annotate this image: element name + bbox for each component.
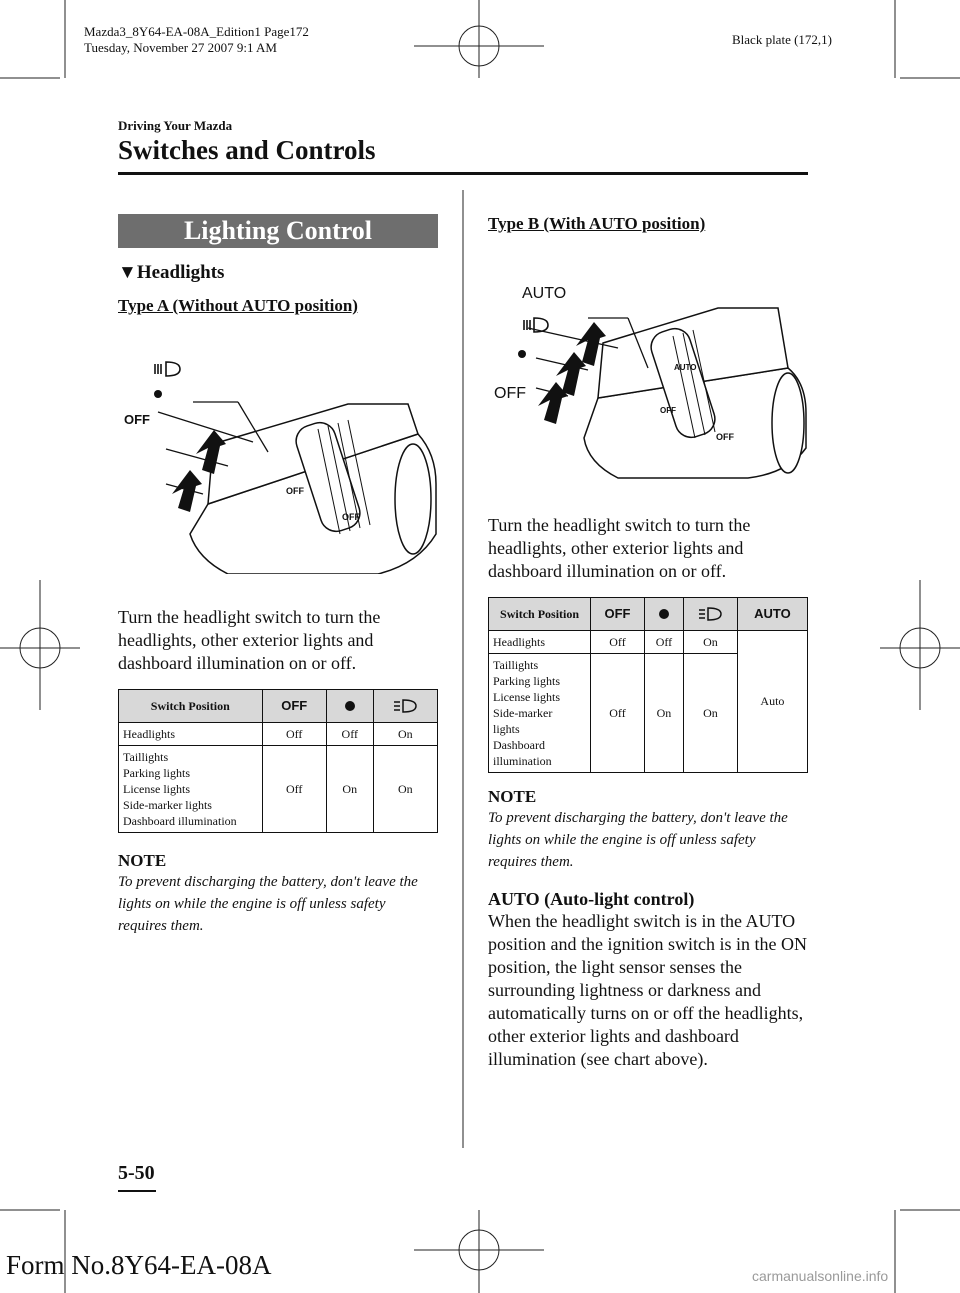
note-title: NOTE [118,851,167,870]
switch-position-header: Switch Position [119,690,263,723]
off-label: OFF [494,385,526,402]
watermark: carmanualsonline.info [752,1268,889,1284]
section-banner: Lighting Control [118,214,438,248]
type-b-title: Type B (With AUTO position) [488,214,706,233]
knob-off-label: OFF [716,432,734,442]
row-label: Taillights Parking lights License lights Side-marker lights Dashboard illumination [119,746,263,833]
body-paragraph: Turn the headlight switch to turn the headlights, other exterior lights and dashboard illumination on or off. [488,515,751,581]
print-date-line: Tuesday, November 27 2007 9:1 AM [84,40,277,55]
subheading-text: Headlights [136,262,225,283]
note-title: NOTE [488,787,537,806]
section-label: Driving Your Mazda [118,118,233,133]
cell: Off [591,631,645,654]
subheading [118,262,438,284]
switch-position-header: Switch Position [489,598,591,631]
switch-position-table [118,689,438,833]
headlight-lever-auto-illustration [488,248,808,488]
cell: On [684,654,738,773]
row-label: Headlights [489,631,591,654]
parking-light-icon [343,699,357,713]
cell: Off [326,723,373,746]
auto-label: AUTO [522,285,567,302]
col-off: OFF [591,598,645,631]
parking-light-icon [657,607,671,621]
form-number: Form No.8Y64-EA-08A [6,1250,272,1280]
auto-body: When the headlight switch is in the AUTO position and the ignition switch is in the ON position, the light sensor senses the surrounding lightness or darkness and automatically turns on or off the headlights, other exterior lights and dashboard illumination (see chart above). [488,911,807,1069]
auto-cell: Auto [737,631,807,773]
print-plate: Black plate (172,1) [732,32,832,47]
type-a-title: Type A (Without AUTO position) [118,296,358,315]
left-column [118,214,438,937]
band-off-label: OFF [660,406,676,415]
body-paragraph: Turn the headlight switch to turn the headlights, other exterior lights and dashboard illumination on or off. [118,607,381,673]
cell: On [684,631,738,654]
cell: Off [262,746,326,833]
headlight-icon [697,606,723,622]
headlight-lever-illustration [118,334,438,574]
cell: On [373,723,437,746]
col-parking [644,598,683,631]
col-auto: AUTO [737,598,807,631]
row-label: Taillights Parking lights License lights Side-marker lights Dashboard illumination [489,654,591,773]
row-label: Headlights [119,723,263,746]
page-number-rule [118,1190,156,1192]
band-off-label: OFF [286,486,304,496]
note-text: To prevent discharging the battery, don't leave the lights on while the engine is off unless safety requires them. [488,810,788,870]
right-column [488,214,808,1071]
switch-position-table [488,597,808,773]
print-file-line: Mazda3_8Y64-EA-08A_Edition1 Page172 [84,24,309,39]
off-label: OFF [124,412,150,427]
headlight-icon [392,698,418,714]
col-headlight [373,690,437,723]
triangle-marker-icon: ▼ [118,262,137,283]
cell: Off [644,631,683,654]
auto-heading: AUTO (Auto-light control) [488,889,695,909]
band-auto-label: AUTO [674,363,697,372]
type-a-figure [118,334,438,574]
page-number: 5-50 [118,1162,155,1184]
note-text: To prevent discharging the battery, don't leave the lights on while the engine is off unless safety requires them. [118,874,418,934]
cell: On [326,746,373,833]
header-rule [118,172,808,175]
cell: Off [591,654,645,773]
cell: On [373,746,437,833]
type-b-figure [488,248,808,488]
col-headlight [684,598,738,631]
cell: Off [262,723,326,746]
cell: On [644,654,683,773]
col-off: OFF [262,690,326,723]
col-parking [326,690,373,723]
knob-off-label: OFF [342,512,360,522]
page-title: Switches and Controls [118,135,376,165]
